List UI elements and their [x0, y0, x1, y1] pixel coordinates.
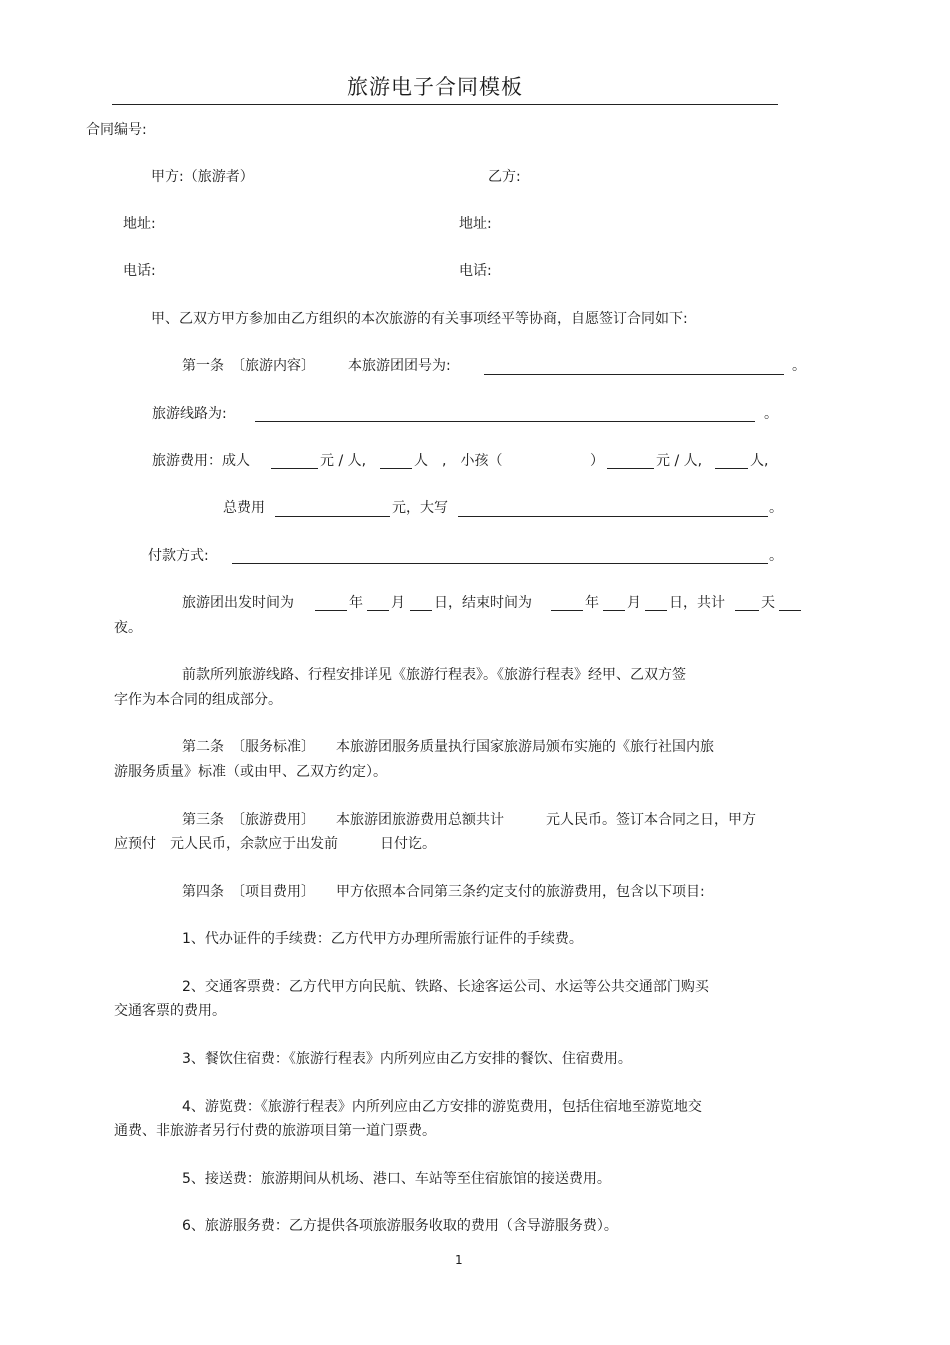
page-number: 1 — [455, 1253, 463, 1267]
period-mark: 。 — [764, 406, 778, 422]
period-mark: 。 — [769, 548, 783, 564]
group-number-blank — [484, 374, 784, 375]
party-a-phone-label: 电话: — [123, 263, 156, 279]
party-a-address-label: 地址: — [123, 216, 156, 232]
nights-blank — [779, 610, 801, 611]
fee-label: 旅游费用：成人 — [152, 453, 250, 469]
page-title: 旅游电子合同模板 — [347, 75, 523, 99]
article-2-line-2: 游服务质量》标准（或由甲、乙双方约定）。 — [114, 764, 387, 780]
article-4-item-2-line-2: 交通客票的费用。 — [114, 1003, 226, 1019]
capital-amount-label: 元，大写 — [392, 500, 448, 516]
route-label: 旅游线路为: — [152, 406, 227, 422]
article-4-item-2-line-1: 2、交通客票费：乙方代甲方向民航、铁路、长途客运公司、水运等公共交通部门购买 — [182, 979, 709, 995]
itinerary-line-2: 字作为本合同的组成部分。 — [114, 692, 282, 708]
end-month-blank — [603, 610, 625, 611]
end-day-blank — [645, 610, 667, 611]
month-unit: 月 — [391, 595, 405, 611]
child-label: 人 , 小孩（ — [414, 453, 503, 469]
total-days-label: 日，共计 — [669, 595, 725, 611]
article-2-line-1: 第二条 〔服务标准〕 本旅游团服务质量执行国家旅游局颁布实施的《旅行社国内旅 — [182, 739, 714, 755]
payment-method-blank — [232, 563, 768, 564]
depart-month-blank — [367, 610, 389, 611]
article-4-item-3: 3、餐饮住宿费：《旅游行程表》内所列应由乙方安排的餐饮、住宿费用。 — [182, 1051, 632, 1067]
party-b-phone-label: 电话: — [459, 263, 492, 279]
child-price-blank — [607, 468, 654, 469]
article-4-item-6: 6、旅游服务费：乙方提供各项旅游服务收取的费用（含导游服务费）。 — [182, 1218, 618, 1234]
intro-paragraph: 甲、乙双方甲方参加由乙方组织的本次旅游的有关事项经平等协商，自愿签订合同如下: — [151, 311, 688, 327]
end-time-label: 日，结束时间为 — [434, 595, 532, 611]
night-unit: 夜。 — [114, 620, 142, 636]
child-count-blank — [715, 468, 748, 469]
depart-year-blank — [315, 610, 347, 611]
yuan-per-person-text-2: 元 / 人, — [656, 453, 703, 469]
yuan-per-person-text: 元 / 人, — [320, 453, 367, 469]
article-3-line-2: 应预付 元人民币，余款应于出发前 日付讫。 — [114, 836, 436, 852]
party-a-label: 甲方:（旅游者） — [151, 169, 254, 185]
article-4-item-1: 1、代办证件的手续费：乙方代甲方办理所需旅行证件的手续费。 — [182, 931, 583, 947]
contract-number-label: 合同编号: — [86, 122, 147, 138]
article-1-heading: 第一条 〔旅游内容〕 — [182, 358, 315, 374]
article-4-heading: 第四条 〔项目费用〕 甲方依照本合同第三条约定支付的旅游费用，包含以下项目: — [182, 884, 705, 900]
group-number-label: 本旅游团团号为: — [348, 358, 451, 374]
total-fee-label: 总费用 — [223, 500, 265, 516]
article-3-line-1: 第三条 〔旅游费用〕 本旅游团旅游费用总额共计 元人民币。签订本合同之日，甲方 — [182, 812, 756, 828]
total-fee-blank — [275, 516, 390, 517]
title-underline — [112, 104, 778, 105]
capital-amount-blank — [458, 516, 768, 517]
year-unit: 年 — [349, 595, 363, 611]
party-b-label: 乙方: — [488, 169, 521, 185]
period-mark: 。 — [792, 358, 806, 374]
month-unit: 月 — [627, 595, 641, 611]
article-4-item-4-line-1: 4、游览费：《旅游行程表》内所列应由乙方安排的游览费用，包括住宿地至游览地交 — [182, 1099, 702, 1115]
party-b-address-label: 地址: — [459, 216, 492, 232]
adult-price-blank — [271, 468, 318, 469]
end-year-blank — [551, 610, 583, 611]
period-mark: 。 — [769, 500, 783, 516]
article-4-item-5: 5、接送费：旅游期间从机场、港口、车站等至住宿旅馆的接送费用。 — [182, 1171, 611, 1187]
person-unit: 人, — [750, 453, 769, 469]
adult-count-blank — [380, 468, 412, 469]
article-4-item-4-line-2: 通费、非旅游者另行付费的旅游项目第一道门票费。 — [114, 1123, 436, 1139]
itinerary-line-1: 前款所列旅游线路、行程安排详见《旅游行程表》。《旅游行程表》经甲、乙双方签 — [182, 667, 686, 683]
payment-method-label: 付款方式: — [148, 548, 209, 564]
route-blank — [255, 421, 755, 422]
child-paren-close: ） — [590, 453, 604, 469]
year-unit: 年 — [585, 595, 599, 611]
day-unit: 天 — [761, 595, 775, 611]
days-blank — [735, 610, 759, 611]
departure-label: 旅游团出发时间为 — [182, 595, 294, 611]
depart-day-blank — [410, 610, 432, 611]
